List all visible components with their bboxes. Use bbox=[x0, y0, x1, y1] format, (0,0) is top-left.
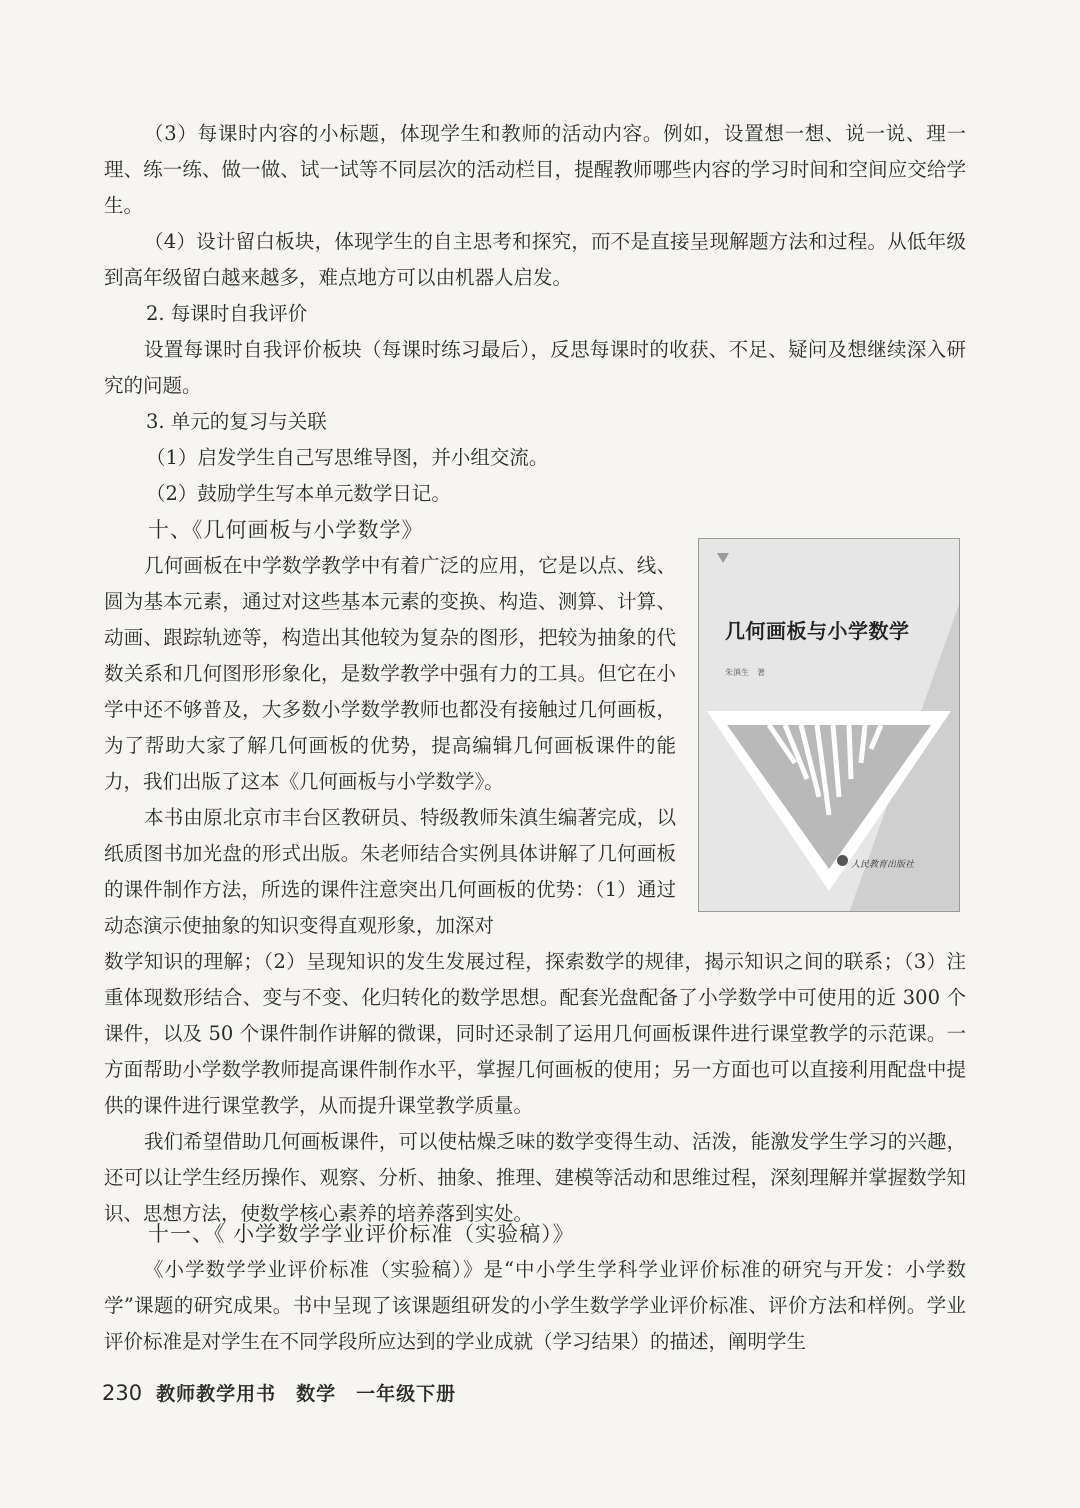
list-item-math-diary: （2）鼓励学生写本单元数学日记。 bbox=[146, 482, 451, 505]
subheading-self-evaluation: 2. 每课时自我评价 bbox=[146, 302, 308, 325]
cover-author: 朱滇生 著 bbox=[725, 668, 765, 677]
cover-graphic bbox=[699, 539, 960, 912]
running-title: 教师教学用书 数学 一年级下册 bbox=[156, 1383, 457, 1405]
paragraph-evaluation-standard: 《小学数学学业评价标准（实验稿）》是“中小学生学科学业评价标准的研究与开发：小学数学”课题的研究成果。书中呈现了该课题组研发的小学生数学学业评价标准、评价方法和样例。学业评价标准是对学生在不同学段所应达到的学业成就（学习结果）的描述，阐明学生 bbox=[104, 1258, 966, 1353]
section-heading-geometry-sketchpad: 十、《几何画板与小学数学》 bbox=[148, 518, 424, 542]
book-cover-image bbox=[698, 538, 960, 912]
list-item-mind-map: （1）启发学生自己写思维导图，并小组交流。 bbox=[146, 446, 549, 469]
page-footer bbox=[102, 1378, 456, 1409]
publisher-logo-icon bbox=[837, 855, 848, 866]
cover-publisher: 人民教育出版社 bbox=[851, 860, 915, 870]
paragraph-sketchpad-hope: 我们希望借助几何画板课件，可以使枯燥乏味的数学变得生动、活泼，能激发学生学习的兴趣，还可以让学生经历操作、观察、分析、抽象、推理、建模等活动和思维过程，深刻理解并掌握数学知识、思想方法，使数学核心素养的培养落到实处。 bbox=[104, 1130, 966, 1225]
paragraph-sketchpad-intro: 几何画板在中学数学教学中有着广泛的应用，它是以点、线、圆为基本元素，通过对这些基本元素的变换、构造、测算、计算、动画、跟踪轨迹等，构造出其他较为复杂的图形，把较为抽象的代数关系和几何图形形象化，是数学教学中强有力的工具。但它在小学中还不够普及，大多数小学数学教师也都没有接触过几何画板，为了帮助大家了解几何画板的优势，提高编辑几何画板课件的能力，我们出版了这本《几何画板与小学数学》。 bbox=[104, 554, 676, 793]
paragraph-self-evaluation: 设置每课时自我评价板块（每课时练习最后），反思每课时的收获、不足、疑问及想继续深入研究的问题。 bbox=[104, 338, 966, 397]
paragraph-blank-section: （4）设计留白板块，体现学生的自主思考和探究，而不是直接呈现解题方法和过程。从低年级到高年级留白越来越多，难点地方可以由机器人启发。 bbox=[104, 230, 966, 289]
page-number: 230 bbox=[102, 1381, 143, 1405]
paragraph-sketchpad-features: 数学知识的理解；（2）呈现知识的发生发展过程，探索数学的规律，揭示知识之间的联系；（3）注重体现数形结合、变与不变、化归转化的数学思想。配套光盘配备了小学数学中可使用的近 300 个课件，以及 50 个课件制作讲解的微课，同时还录制了运用几何画板课件进行课堂教学的示范课。一方面帮助小学数学教师提高课件制作水平，掌握几何画板的使用；另一方面也可以直接利用配盘中提供的课件进行课堂教学，从而提升课堂教学质量。 bbox=[104, 950, 966, 1117]
paragraph-activity-headings: （3）每课时内容的小标题，体现学生和教师的活动内容。例如，设置想一想、说一说、理一理、练一练、做一做、试一试等不同层次的活动栏目，提醒教师哪些内容的学习时间和空间应交给学生。 bbox=[104, 122, 966, 217]
section-heading-evaluation-standard: 十一、《 小学数学学业评价标准（实验稿）》 bbox=[148, 1222, 575, 1246]
paragraph-sketchpad-author: 本书由原北京市丰台区教研员、特级教师朱滇生编著完成，以纸质图书加光盘的形式出版。朱老师结合实例具体讲解了几何画板的课件制作方法，所选的课件注意突出几何画板的优势：（1）通过动态演示使抽象的知识变得直观形象，加深对 bbox=[104, 806, 676, 937]
subheading-unit-review: 3. 单元的复习与关联 bbox=[146, 410, 327, 433]
cover-title: 几何画板与小学数学 bbox=[725, 619, 910, 643]
